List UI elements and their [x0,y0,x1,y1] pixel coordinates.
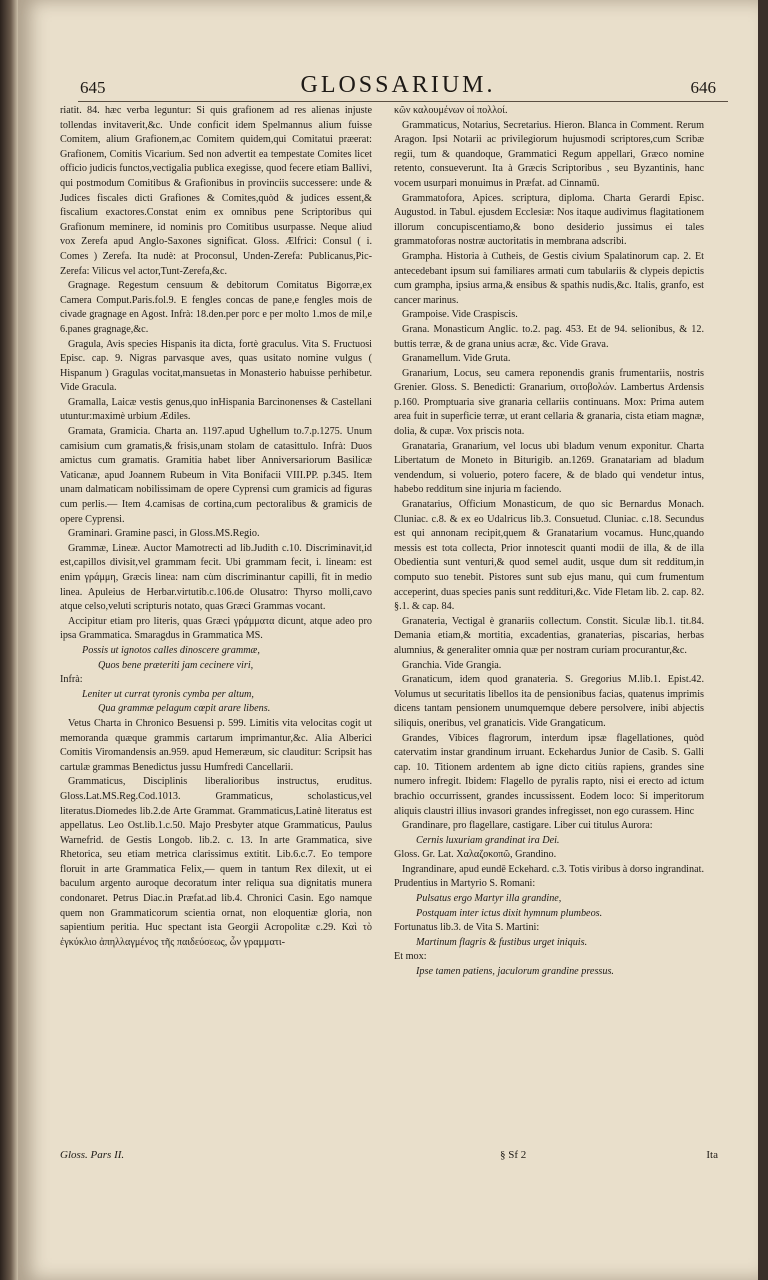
page-footer [60,1149,718,1165]
paragraph: Vetus Charta in Chronico Besuensi p. 599. Limitis vita velocitas cogit ut memoranda quæque grammis cartarum imprimantur,&c. Alia Alberici Comitis Viromandensis an.959. apud Hemeræum, sic clauditur: Scripsit has cartulæ grammas Benedictus jussu Humfredi Cancellarii. [60,717,372,773]
right-column [394,104,704,980]
verse-line: Qua grammæ pelagum cœpit arare libens. [98,703,271,715]
page-header [58,70,738,100]
verse-line: Possis ut ignotos calles dinoscere grammæ, [82,644,260,656]
header-rule [78,101,728,102]
entry-gragula: Gragula, Avis species Hispanis ita dicta, fortè graculus. Vita S. Fructuosi Episc. cap. 9. Nigras parvasque aves, quas usitato nomine vulgus ( Hispanum ) Gragulas vocitat,mansuetas in Monasterio habuisse perhibetur. Vide Gracula. [60,338,372,394]
entry-grammaticus-notarius: Grammaticus, Notarius, Secretarius. Hieron. Blanca in Comment. Rerum Aragon. Ipsi Notarii ac privilegiorum hujusmodi scriptores,cum Scribæ regii, tum & quandoque, Grammatici Regum appellari, Græco nomine retento, consueverunt. Ita à Græcis Scriptoribus , seu Byzantinis, hanc vocem usurpari monuimus in Præfat. ad Cinnamū. [394,119,704,189]
entry-grampoise: Grampoise. Vide Craspiscis. [402,309,518,321]
verse-line: Leniter ut currat tyronis cymba per altum, [82,688,254,700]
entry-granarium: Granarium, Locus, seu camera reponendis granis frumentariis, nostris Grenier. Gloss. S. Benedicti: Granarium, σιτοβολών. Lambertus Ardensis p.160. Promptuaria sive granaria cellariis continuans. Mox: Prima autem area fuit in superficie terræ, ut erant cellaria & granaria, cista etiam magnæ, dolia, & cupæ. Vox priscis nota. [394,367,704,438]
catchword: Ita [706,1149,718,1161]
entry-granateria: Granateria, Vectigal è granariis collectum. Constit. Siculæ lib.1. tit.84. Demania etiam,& mortitia, excadentias, granaterias, piscarias, herbas alumnius, & generaliter omnia quæ per nostram curiam procurantur,&c. [394,615,704,656]
paragraph: riatit. 84. hæc verba leguntur: Si quis grafionem ad res alienas injuste tollendas invitaverit,&c. Unde conficit idem Spelmannus alium fuisse Comitem, alium Grafionem,ac Comitem quidem,qui Comitatui præerat: Grafionem, Comitis Vicarium. Sed non advertit ea tempestate Comites licet officio judicis functos,vectigalia publica exegisse, quod fecere etiam Ballivi, qui postmodum Comitibus & Grafionibus in provinciis successere: unde & Judices fiscales dicti Grafiones & Comites,quòd & judices essent,& fiscalium exactores.Constat enim ex omnibus pene Scriptoribus qui Grafionum meminere, id nominis pro Comitibus usurpasse. Neque aliud vox Zerefa apud Anglo-Saxones significat. Gloss. Ælfrici: Consul ( i. Comes ) Zerefa. Ita nudè: at Proconsul, Unden-Zerefa: Publicanus,Pic-Zerefa: Vilicus vel actor,Tunt-Zerefa,&c. [60,105,372,277]
left-column [60,104,372,950]
running-title: GLOSSARIUM. [300,72,496,98]
verse-line: Ipse tamen patiens, jaculorum grandine pressus. [416,966,614,978]
entry-granamellum: Granamellum. Vide Gruta. [402,353,511,365]
paragraph: κῶν καλουμένων οἱ πολλοί. [394,105,508,116]
entry-grampha: Grampha. Historia à Cutheis, de Gestis civium Spalatinorum cap. 2. Et antecedebant ipsum sui familiares armati cum tabulariis & clypeis depictis cum grampha, ipsius arma,& ensibus & spathis nudis,&c. Italis, granfo, est cancer marinus. [394,250,704,306]
gathering-mark: § Sf 2 [500,1149,527,1161]
verse-line: Cernis luxuriam grandinat ira Dei. [416,834,560,846]
entry-grana: Grana. Monasticum Anglic. to.2. pag. 453. Et de 94. selionibus, & 12. buttis terræ, & de grana unius acræ, &c. Vide Grava. [394,323,704,350]
entry-grammae: Grammæ, Lineæ. Auctor Mamotrecti ad lib.Judith c.10. Discriminavit,id est,capillos divisit,vel grammam fecit. Ubi grammam fecit, i. lineam: est enim γράμμη, Græcis linea: nam cùm discriminantur capilli, fit in medio linea. Apuleius de Herbar.virtutib.c.106.de Olusatro: Thyrso molli,cavo atque celso,veluti scripturis notato, quas Græci Grammas vocant. [60,542,372,613]
paragraph: Et mox: [394,951,427,963]
entry-grandinare: Grandinare, pro flagellare, castigare. Liber cui titulus Aurora: [402,820,653,832]
verse-line: Pulsatus ergo Martyr illa grandine, [416,893,562,905]
paragraph: Infrà: [60,674,83,686]
paragraph: Fortunatus lib.3. de Vita S. Martini: [394,922,540,934]
entry-gramata: Gramata, Gramicia. Charta an. 1197.apud Ughellum to.7.p.1275. Unum camisium cum gramatis,& frisis,unam stolam de catasittulo. Infrà: Duos amictus cum gramatis. Gramitia habet liber Anniversariorum Basilicæ Vaticanæ, apud Joannem Rubeum in Vita Bonifacii VIII.PP. p.345. Item unam dalmaticam nobilissimam de opere Cyprensi cum gramicis ad figuras cum perlis.— Item 4.camisas de cortina,cum pectoralibus & gramicis de opere Cyprensi. [60,426,372,525]
entry-granatarius: Granatarius, Officium Monasticum, de quo sic Bernardus Monach. Cluniac. c.8. & ex eo Udalricus lib.3. Consuetud. Cluniac. c.18. Secundus est qui annonam recipit,quem & Granatarium vocamus. Hunc,quando messis est tota collecta, Prior innotescit quanti modii de illa, & de illa Obedientia sunt venturi,& quod semel audit, usque dum sit redditum,in computo suo tenebit. Pistores sunt sub ejus manu, qui cum frumentum acceperint, duas species panis sunt reddituri,&c. Vide Fletam lib. 2. cap. 82. §.1. & cap. 84. [394,499,704,613]
paragraph: Accipitur etiam pro literis, quas Græci γράμματα dicunt, atque adeo pro ipsa Grammatica. Smaragdus in Grammatica MS. [60,615,372,642]
verse-line: Postquam inter ictus dixit hymnum plumbeos. [416,907,603,919]
entry-graminari: Graminari. Gramine pasci, in Gloss.MS.Regio. [68,528,260,540]
entry-granchia: Granchia. Vide Grangia. [402,659,502,671]
entry-grammatofora: Grammatofora, Apices. scriptura, diploma. Charta Gerardi Episc. Augustod. in Tabul. ejusdem Ecclesiæ: Nos itaque audivimus flagitationem illorum concupiscentiamo,& bono desiderio jussimus ei tales grammatoforas nostræ auctoritatis in membrana adscribi. [394,192,704,248]
entry-ingrandinare: Ingrandinare, apud eundē Eckehard. c.3. Totis viribus à dorso ingrandinat. Prudentius in Martyrio S. Romani: [394,863,704,890]
entry-grammaticus: Grammaticus, Disciplinis liberalioribus instructus, eruditus. Gloss.Lat.MS.Reg.Cod.1013. Grammaticus, scholasticus,vel literatus.Diomedes lib.2.de Arte Grammat. Grammaticus,Latinè literatus est appellatus. Leo Ost.lib.1.c.50. Majo Presbyter atque Grammaticus, Paulus Warnefrid. de Gestis Longob. lib.2. c. 13. In arte Grammatica, sive Rhetorica, seu etiam metrica clarissimus extitit. Lib.6.c.7. Eo tempore floruit in arte Grammatica Felix,— quem in tantum Rex dilexit, ut ei baculum argento auroque decoratum inter reliqua sua dignitatis munera condonaret. Petrus Diac.in Præfat.ad lib.4. Chronici Casin. Ego namque quem non Grammaticorum scientia ornat, non eloquentiæ gloria, non sapientium peritia. Huc spectant ista Georgii Acropolitæ c.29. Καὶ τὸ ἐγκύκλιο ἀπηλλαγμένος τῆς παιδεύσεως, ὧν γραμματι- [60,776,372,948]
paragraph: Gloss. Gr. Lat. Χαλαζοκοπῶ, Grandino. [394,849,557,861]
entry-granataria: Granataria, Granarium, vel locus ubi bladum venum exponitur. Charta Libertatum de Moneto in Biturigib. an.1269. Granatariam ad bladum vendendum, si voluerio, potero facere, & de blado qui vendetur intus, habebo redditum sine injuria m faciendo. [394,440,704,496]
page-number-right: 646 [690,78,716,97]
entry-gragnage: Gragnage. Regestum censuum & debitorum Comitatus Bigorræ,ex Camera Comput.Paris.fol.9. E fengles concas de pane,e fengles mois de civade gragnage en Agost. Infrà: 18.den.per porc e per molto 1.mos de mil,e 6.panes gragnage,&c. [60,280,372,335]
entry-gramalla: Gramalla, Laicæ vestis genus,quo inHispania Barcinonenses & Castellani utuntur:maximè urbium Ædiles. [60,396,372,423]
signature-mark: Gloss. Pars II. [60,1149,125,1161]
book-page [18,0,758,1280]
verse-line: Quos bene præteriti jam cecinere viri, [98,659,254,671]
entry-granaticum: Granaticum, idem quod granateria. S. Gregorius M.lib.1. Epist.42. Volumus ut securitatis libellos ita de pensionibus facias, quatenus imprimis dicens tantam pensionem unumquemque debere persolvere, inibi abjectis siliquis, oneribus, vel granaticis. Vide Grangaticum. [394,674,704,729]
page-number-left: 645 [80,78,106,97]
entry-grandes: Grandes, Vibices flagrorum, interdum ipsæ flagellationes, quòd catervatim instar grandinum irruant. Eckehardus Junior de Casib. S. Galli cap. 10. Titionem ardentem ab igne dicto citiùs rapiens, grandes sine numero infregit. Ibidem: Flagello de pyralis rapto, nisi ei erecto ad ictum brachio occurrissent, grandes incussissent. Eodem loco: Si imperitorum aliquis claustri illius invasori grandes infregisset, non ego curassem. Hinc [394,732,704,817]
verse-line: Martinum flagris & fustibus urget iniquis. [416,936,588,948]
book-binding [0,0,18,1280]
